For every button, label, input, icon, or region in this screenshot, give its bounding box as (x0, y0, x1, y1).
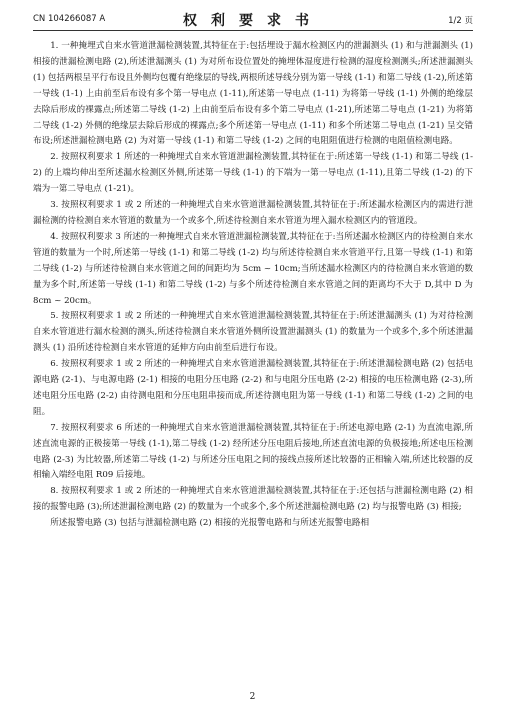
claim-paragraph: 6. 按照权利要求 1 或 2 所述的一种掩埋式自来水管道泄漏检测装置,其特征在于:所述泄漏检测电路 (2) 包括电源电路 (2-1)、与电源电路 (2-1) 相接的电阻分压电路 (2-2) 和与电阻分压电路 (2-2) 相接的电压检测电路 (2-3),所述电阻分压电路 (2-2) 由待测电阻和分压电阻串接而成,所述待测电阻为第一导线 (1-1) 和第二导线 (1-2) 之间的电阻。 (33, 359, 473, 417)
page-fraction: 1/2 页 (448, 16, 473, 26)
claim-paragraph: 3. 按照权利要求 1 或 2 所述的一种掩埋式自来水管道泄漏检测装置,其特征在于:所述漏水检测区内的需进行泄漏检测的待检测自来水管道的数量为一个或多个,所述待检测自来水管道为埋入漏水检测区内的管道段。 (33, 200, 473, 226)
claim-paragraph: 2. 按照权利要求 1 所述的一种掩埋式自来水管道泄漏检测装置,其特征在于:所述第一导线 (1-1) 和第二导线 (1-2) 的上端均伸出至所述漏水检测区外侧,所述第一导线 (1-1) 的下端为一第一导电点 (1-11),且第二导线 (1-2) 的下端为一第二导电点 (1-21)。 (33, 152, 473, 195)
claim-paragraph: 所述报警电路 (3) 包括与泄漏检测电路 (2) 相接的光报警电路和与所述光报警电路相 (50, 518, 370, 529)
claim-paragraph: 8. 按照权利要求 1 或 2 所述的一种掩埋式自来水管道泄漏检测装置,其特征在于:还包括与泄漏检测电路 (2) 相接的报警电路 (3);所述泄漏检测电路 (2) 的数量为一个或多个,多个所述泄漏检测电路 (2) 均与报警电路 (3) 相接; (33, 486, 473, 513)
header-rule (33, 30, 473, 31)
page-number: 2 (249, 692, 256, 702)
claim-paragraph: 7. 按照权利要求 6 所述的一种掩埋式自来水管道泄漏检测装置,其特征在于:所述电源电路 (2-1) 为直流电源,所述直流电源的正极接第一导线 (1-1),第二导线 (1-2) 经所述分压电阻后接地,所述直流电源的负极接地;所述电压检测电路 (2-3) 为比较器,所述第二导线 (1-2) 与所述分压电阻之间的接线点接所述比较器的正相输入端,所述比较器的反相输入端经电阻 R09 后接地。 (33, 422, 473, 481)
claim-paragraph: 5. 按照权利要求 1 或 2 所述的一种掩埋式自来水管道泄漏检测装置,其特征在于:所述泄漏测头 (1) 为对待检测自来水管道进行漏水检测的测头,所述待检测自来水管道外侧所设置泄漏测头 (1) 的数量为一个或多个,多个所述泄漏测头 (1) 沿所述待检测自来水管道的延伸方向由前至后进行布设。 (33, 311, 473, 354)
claim-paragraph: 4. 按照权利要求 3 所述的一种掩埋式自来水管道泄漏检测装置,其特征在于:当所述漏水检测区内的待检测自来水管道的数量为一个时,所述第一导线 (1-1) 和第二导线 (1-2) 均与所述待检测自来水管道平行,且第一导线 (1-1) 和第二导线 (1-2) 与所述待检测自来水管道之间的间距均为 5cm ~ 10cm;当所述漏水检测区内的待检测自来水管道的数量为多个时,所述第一导线 (1-1) 和第二导线 (1-2) 与多个所述待检测自来水管道之间的距离均不大于 D,其中 D 为 8cm ~ 20cm。 (33, 231, 473, 306)
page-header (33, 10, 473, 30)
document-title: 权利要求书 (183, 13, 323, 29)
document-number: CN 104266087 A (33, 14, 106, 24)
claim-paragraph: 1. 一种掩埋式自来水管道泄漏检测装置,其特征在于:包括埋设于漏水检测区内的泄漏测头 (1) 和与泄漏测头 (1) 相接的泄漏检测电路 (2),所述泄漏测头 (1) 为对所布设位置处的掩埋体湿度进行检测的湿度检测测头;所述泄漏测头 (1) 包括两根呈平行布设且外侧均包覆有绝缘层的导线,两根所述导线分别为第一导线 (1-1) 和第二导线 (1-2),所述第一导线 (1-1) 上由前至后布设有多个第一导电点 (1-11),所述第一导电点 (1-11) 为将第一导线 (1-1) 外侧的绝缘层去除后形成的裸露点;所述第二导线 (1-2) 上由前至后布设有多个第二导电点 (1-21),所述第二导电点 (1-21) 为将第二导线 (1-2) 外侧的绝缘层去除后形成的裸露点;多个所述第一导电点 (1-11) 和多个所述第二导电点 (1-21) 呈交错布设;所述泄漏检测电路 (2) 为对第一导线 (1-1) 和第二导线 (1-2) 之间的电阻阻值进行检测的电阻值检测电路。 (33, 41, 473, 147)
claims-body (33, 39, 473, 532)
